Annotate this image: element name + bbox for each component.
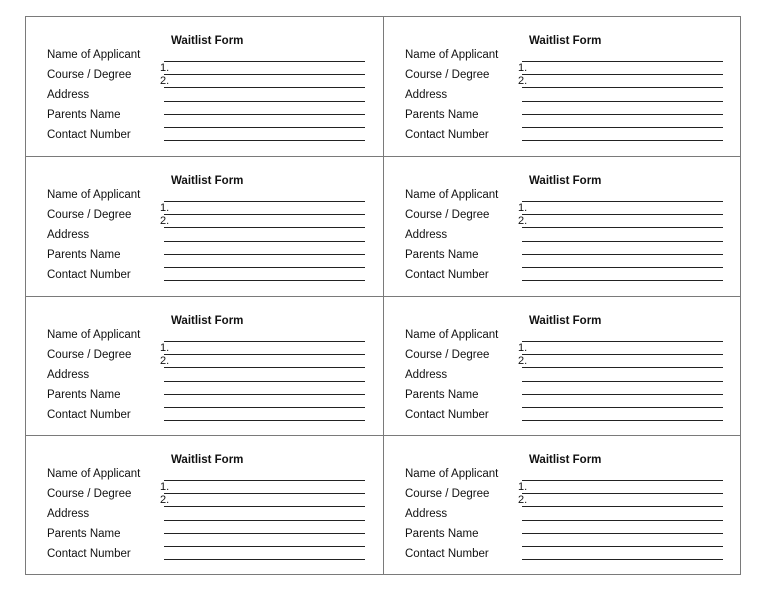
address-line-2[interactable] bbox=[522, 254, 723, 255]
waitlist-card bbox=[384, 297, 741, 436]
name-line[interactable] bbox=[522, 61, 723, 62]
name-line[interactable] bbox=[164, 61, 365, 62]
form-title: Waitlist Form bbox=[171, 175, 244, 187]
course-choice-1-line[interactable] bbox=[164, 214, 365, 215]
course-choice-2-line[interactable] bbox=[164, 87, 365, 88]
parents-label: Parents Name bbox=[47, 249, 121, 261]
parents-line[interactable] bbox=[164, 546, 365, 547]
address-label: Address bbox=[47, 508, 90, 520]
address-label: Address bbox=[47, 229, 90, 241]
course-label: Course / Degree bbox=[47, 69, 132, 81]
parents-line[interactable] bbox=[164, 407, 365, 408]
address-line-1[interactable] bbox=[164, 520, 365, 521]
course-choice-1-line[interactable] bbox=[164, 74, 365, 75]
course-label: Course / Degree bbox=[405, 69, 490, 81]
parents-label: Parents Name bbox=[405, 389, 479, 401]
choice-2-number: 2. bbox=[518, 494, 528, 506]
form-title: Waitlist Form bbox=[529, 454, 602, 466]
contact-label: Contact Number bbox=[47, 269, 131, 281]
contact-line[interactable] bbox=[522, 420, 723, 421]
form-title: Waitlist Form bbox=[529, 35, 602, 47]
name-label: Name of Applicant bbox=[405, 329, 499, 341]
choice-1-number: 1. bbox=[518, 62, 528, 74]
address-line-1[interactable] bbox=[522, 101, 723, 102]
choice-2-number: 2. bbox=[160, 215, 170, 227]
contact-line[interactable] bbox=[164, 559, 365, 560]
parents-line[interactable] bbox=[522, 546, 723, 547]
course-choice-1-line[interactable] bbox=[522, 214, 723, 215]
address-label: Address bbox=[405, 89, 448, 101]
choice-2-number: 2. bbox=[518, 355, 528, 367]
course-label: Course / Degree bbox=[47, 209, 132, 221]
address-line-1[interactable] bbox=[522, 520, 723, 521]
course-choice-2-line[interactable] bbox=[522, 506, 723, 507]
choice-1-number: 1. bbox=[518, 481, 528, 493]
name-label: Name of Applicant bbox=[405, 468, 499, 480]
course-choice-1-line[interactable] bbox=[522, 74, 723, 75]
course-choice-2-line[interactable] bbox=[522, 227, 723, 228]
contact-label: Contact Number bbox=[47, 409, 131, 421]
choice-1-number: 1. bbox=[160, 202, 170, 214]
address-line-1[interactable] bbox=[522, 381, 723, 382]
address-line-2[interactable] bbox=[164, 394, 365, 395]
waitlist-card bbox=[26, 157, 384, 297]
choice-2-number: 2. bbox=[160, 75, 170, 87]
course-choice-2-line[interactable] bbox=[164, 506, 365, 507]
choice-2-number: 2. bbox=[160, 355, 170, 367]
parents-line[interactable] bbox=[522, 127, 723, 128]
contact-label: Contact Number bbox=[405, 409, 489, 421]
address-label: Address bbox=[47, 369, 90, 381]
address-line-1[interactable] bbox=[164, 381, 365, 382]
course-label: Course / Degree bbox=[47, 349, 132, 361]
name-label: Name of Applicant bbox=[405, 49, 499, 61]
contact-line[interactable] bbox=[522, 559, 723, 560]
address-line-2[interactable] bbox=[522, 533, 723, 534]
name-line[interactable] bbox=[522, 201, 723, 202]
parents-label: Parents Name bbox=[47, 109, 121, 121]
contact-label: Contact Number bbox=[405, 129, 489, 141]
parents-label: Parents Name bbox=[47, 389, 121, 401]
address-line-2[interactable] bbox=[522, 394, 723, 395]
course-choice-1-line[interactable] bbox=[522, 493, 723, 494]
address-line-1[interactable] bbox=[164, 241, 365, 242]
course-choice-2-line[interactable] bbox=[522, 367, 723, 368]
waitlist-card bbox=[384, 436, 741, 574]
waitlist-card bbox=[26, 297, 384, 436]
address-line-1[interactable] bbox=[522, 241, 723, 242]
form-title: Waitlist Form bbox=[171, 35, 244, 47]
address-line-2[interactable] bbox=[164, 254, 365, 255]
parents-line[interactable] bbox=[522, 267, 723, 268]
contact-line[interactable] bbox=[522, 280, 723, 281]
address-line-2[interactable] bbox=[522, 114, 723, 115]
form-title: Waitlist Form bbox=[171, 454, 244, 466]
parents-line[interactable] bbox=[164, 127, 365, 128]
address-label: Address bbox=[405, 508, 448, 520]
form-title: Waitlist Form bbox=[171, 315, 244, 327]
form-title: Waitlist Form bbox=[529, 315, 602, 327]
parents-line[interactable] bbox=[522, 407, 723, 408]
parents-label: Parents Name bbox=[405, 109, 479, 121]
course-choice-1-line[interactable] bbox=[522, 354, 723, 355]
contact-label: Contact Number bbox=[405, 548, 489, 560]
parents-label: Parents Name bbox=[47, 528, 121, 540]
address-label: Address bbox=[405, 369, 448, 381]
name-label: Name of Applicant bbox=[47, 468, 141, 480]
course-choice-1-line[interactable] bbox=[164, 493, 365, 494]
waitlist-card bbox=[384, 157, 741, 297]
choice-2-number: 2. bbox=[518, 215, 528, 227]
parents-label: Parents Name bbox=[405, 249, 479, 261]
address-line-2[interactable] bbox=[164, 114, 365, 115]
course-label: Course / Degree bbox=[405, 209, 490, 221]
choice-1-number: 1. bbox=[518, 202, 528, 214]
name-line[interactable] bbox=[164, 480, 365, 481]
waitlist-card bbox=[26, 436, 384, 574]
name-line[interactable] bbox=[522, 341, 723, 342]
address-line-2[interactable] bbox=[164, 533, 365, 534]
form-title: Waitlist Form bbox=[529, 175, 602, 187]
address-label: Address bbox=[405, 229, 448, 241]
parents-label: Parents Name bbox=[405, 528, 479, 540]
waitlist-card bbox=[384, 17, 741, 157]
address-line-1[interactable] bbox=[164, 101, 365, 102]
parents-line[interactable] bbox=[164, 267, 365, 268]
waitlist-card bbox=[26, 17, 384, 157]
course-label: Course / Degree bbox=[405, 488, 490, 500]
course-choice-2-line[interactable] bbox=[522, 87, 723, 88]
name-label: Name of Applicant bbox=[47, 49, 141, 61]
name-label: Name of Applicant bbox=[405, 189, 499, 201]
contact-line[interactable] bbox=[522, 140, 723, 141]
contact-line[interactable] bbox=[164, 140, 365, 141]
choice-1-number: 1. bbox=[518, 342, 528, 354]
course-choice-1-line[interactable] bbox=[164, 354, 365, 355]
choice-1-number: 1. bbox=[160, 342, 170, 354]
course-label: Course / Degree bbox=[47, 488, 132, 500]
address-label: Address bbox=[47, 89, 90, 101]
contact-label: Contact Number bbox=[47, 548, 131, 560]
name-label: Name of Applicant bbox=[47, 329, 141, 341]
course-choice-2-line[interactable] bbox=[164, 367, 365, 368]
waitlist-sheet bbox=[25, 16, 741, 575]
choice-2-number: 2. bbox=[518, 75, 528, 87]
course-label: Course / Degree bbox=[405, 349, 490, 361]
contact-line[interactable] bbox=[164, 280, 365, 281]
contact-line[interactable] bbox=[164, 420, 365, 421]
name-label: Name of Applicant bbox=[47, 189, 141, 201]
name-line[interactable] bbox=[164, 201, 365, 202]
choice-2-number: 2. bbox=[160, 494, 170, 506]
choice-1-number: 1. bbox=[160, 62, 170, 74]
name-line[interactable] bbox=[164, 341, 365, 342]
name-line[interactable] bbox=[522, 480, 723, 481]
contact-label: Contact Number bbox=[405, 269, 489, 281]
course-choice-2-line[interactable] bbox=[164, 227, 365, 228]
contact-label: Contact Number bbox=[47, 129, 131, 141]
choice-1-number: 1. bbox=[160, 481, 170, 493]
